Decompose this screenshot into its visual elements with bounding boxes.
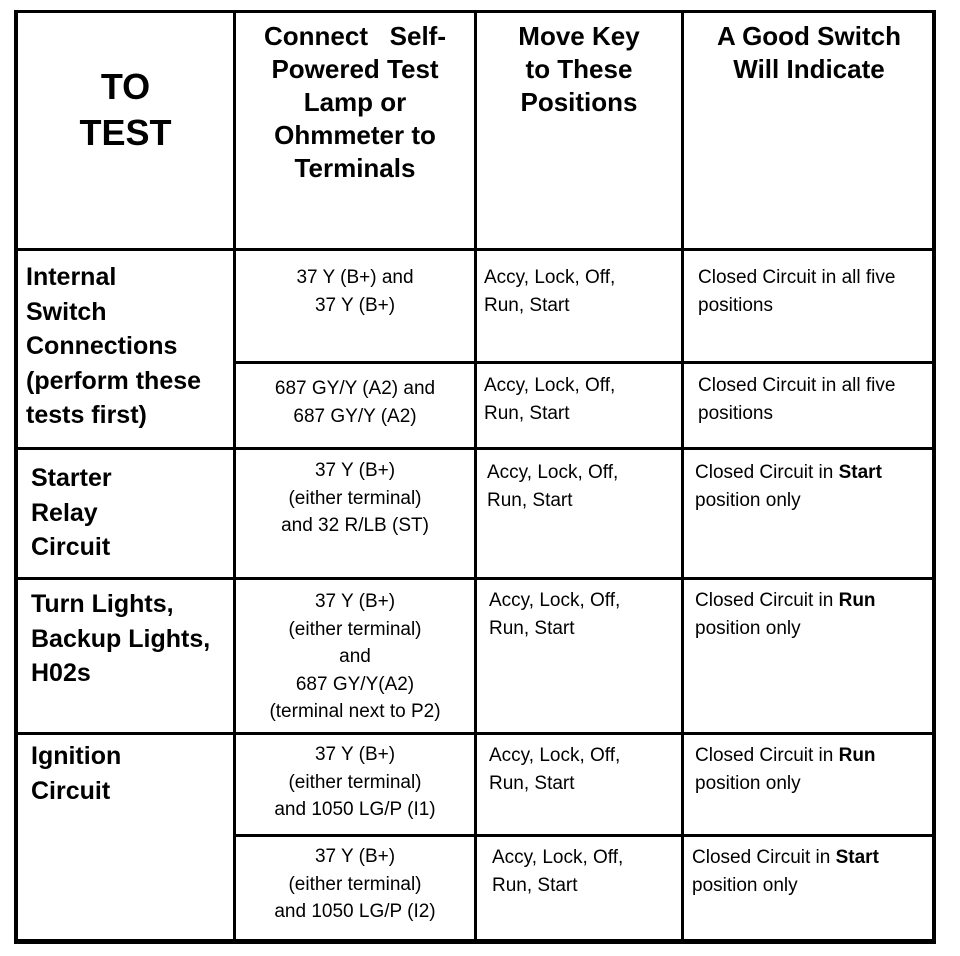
key-positions: Accy, Lock, Off, Run, Start <box>487 462 619 511</box>
key-positions: Accy, Lock, Off, Run, Start <box>489 745 621 794</box>
connect-terminals: 37 Y (B+) (either terminal) and 1050 LG/P (I1) <box>274 744 436 820</box>
connect-terminals: 37 Y (B+) and 37 Y (B+) <box>296 267 414 316</box>
key-positions: Accy, Lock, Off, Run, Start <box>489 590 621 639</box>
key-positions: Accy, Lock, Off, Run, Start <box>484 375 616 424</box>
connect-terminals: 687 GY/Y (A2) and 687 GY/Y (A2) <box>274 378 436 427</box>
header-good-switch: A Good Switch Will Indicate <box>717 21 901 84</box>
row-label-ignition: Ignition Circuit <box>31 742 122 805</box>
grid-line <box>474 12 477 942</box>
connect-terminals: 37 Y (B+) (either terminal) and 1050 LG/P (I2) <box>274 846 436 922</box>
row-label-turn-lights: Turn Lights, Backup Lights, H02s <box>31 590 211 687</box>
expected-result: Closed Circuit in Run position only <box>695 590 876 639</box>
grid-line <box>236 361 934 364</box>
grid-line <box>16 577 934 580</box>
expected-result: Closed Circuit in Run position only <box>695 745 876 794</box>
grid-line <box>16 732 934 735</box>
grid-line <box>236 834 934 837</box>
grid-line <box>16 447 934 450</box>
connect-terminals: 37 Y (B+) (either terminal) and 687 GY/Y(A2) (terminal next to P2) <box>269 591 441 722</box>
header-connect: Connect Self- Powered Test Lamp or Ohmmeter to Terminals <box>263 21 446 183</box>
key-positions: Accy, Lock, Off, Run, Start <box>484 267 616 316</box>
grid-line <box>16 248 934 251</box>
expected-result: Closed Circuit in all five positions <box>698 267 896 316</box>
header-to-test: TO TEST <box>79 66 172 153</box>
key-positions: Accy, Lock, Off, Run, Start <box>492 847 624 896</box>
row-label-internal-switch: Internal Switch Connections (perform these tests first) <box>26 263 202 429</box>
connect-terminals: 37 Y (B+) (either terminal) and 32 R/LB (ST) <box>281 460 429 536</box>
row-label-starter-relay: Starter Relay Circuit <box>31 464 112 561</box>
header-move-key: Move Key to These Positions <box>518 21 640 117</box>
expected-result: Closed Circuit in all five positions <box>698 375 896 424</box>
expected-result: Closed Circuit in Start position only <box>692 847 879 896</box>
expected-result: Closed Circuit in Start position only <box>695 462 882 511</box>
grid-line <box>681 12 684 942</box>
